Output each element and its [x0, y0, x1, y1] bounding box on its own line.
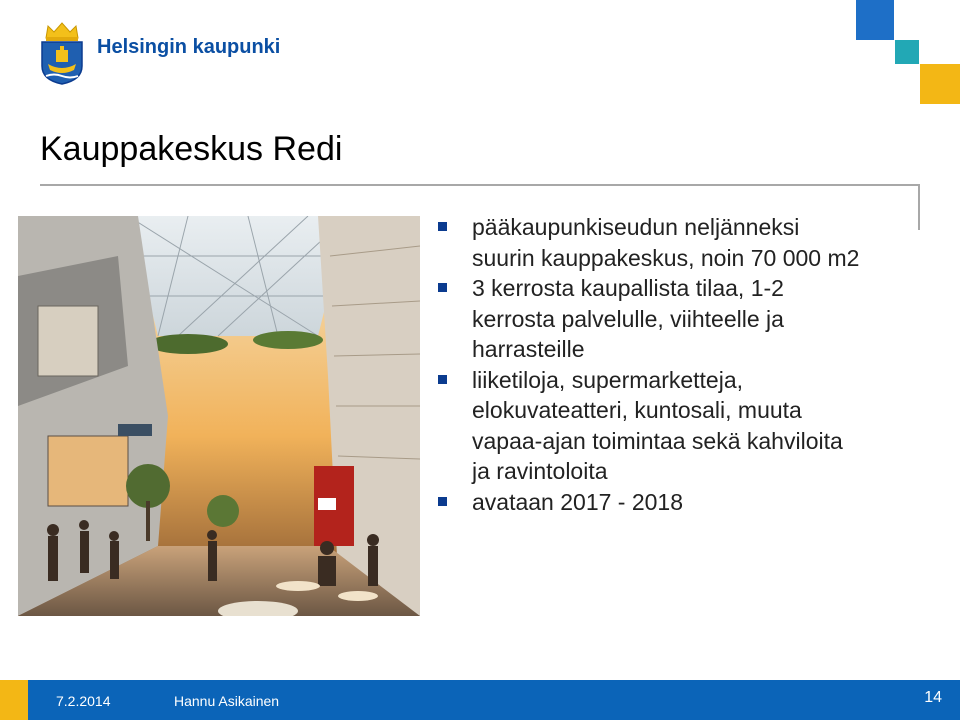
bullet-line: suurin kauppakeskus, noin 70 000 m2: [472, 244, 860, 271]
bullet-line: avataan 2017 - 2018: [472, 488, 684, 515]
footer-accent: [0, 680, 28, 720]
footer-bar: [0, 680, 960, 720]
slide-title: Kauppakeskus Redi: [40, 130, 343, 168]
square-bullet-icon: [438, 497, 447, 506]
decor-square-blue: [856, 0, 894, 40]
footer-author: Hannu Asikainen: [174, 693, 280, 709]
bullet-line: kerrosta palvelulle, viihteelle ja: [472, 305, 784, 332]
bullet-item: [436, 365, 926, 487]
decor-square-teal: [895, 40, 919, 64]
shopping-centre-rendering-image: [18, 216, 420, 616]
bullet-line: liiketiloja, supermarketteja,: [472, 366, 744, 393]
page-number: 14: [924, 689, 942, 706]
bullet-line: harrasteille: [472, 336, 585, 362]
square-bullet-icon: [438, 375, 447, 384]
square-bullet-icon: [438, 222, 447, 231]
title-divider: [40, 184, 920, 186]
square-bullet-icon: [438, 283, 447, 292]
bullet-line: elokuvateatteri, kuntosali, muuta: [472, 397, 802, 423]
bullet-line: vapaa-ajan toimintaa sekä kahviloita: [472, 427, 843, 454]
bullet-item: [436, 487, 926, 518]
bullet-line: pääkaupunkiseudun neljänneksi: [472, 214, 800, 240]
organization-name: Helsingin kaupunki: [97, 36, 281, 58]
bullet-item: [436, 273, 926, 365]
decor-square-yellow: [920, 64, 960, 104]
footer-date: 7.2.2014: [56, 693, 111, 709]
bullet-line: ja ravintoloita: [472, 458, 608, 484]
bullet-list: [436, 212, 926, 517]
bullet-item: [436, 212, 926, 273]
helsinki-coat-of-arms-icon: [38, 20, 86, 86]
bullet-line: 3 kerrosta kaupallista tilaa, 1-2: [472, 275, 784, 301]
